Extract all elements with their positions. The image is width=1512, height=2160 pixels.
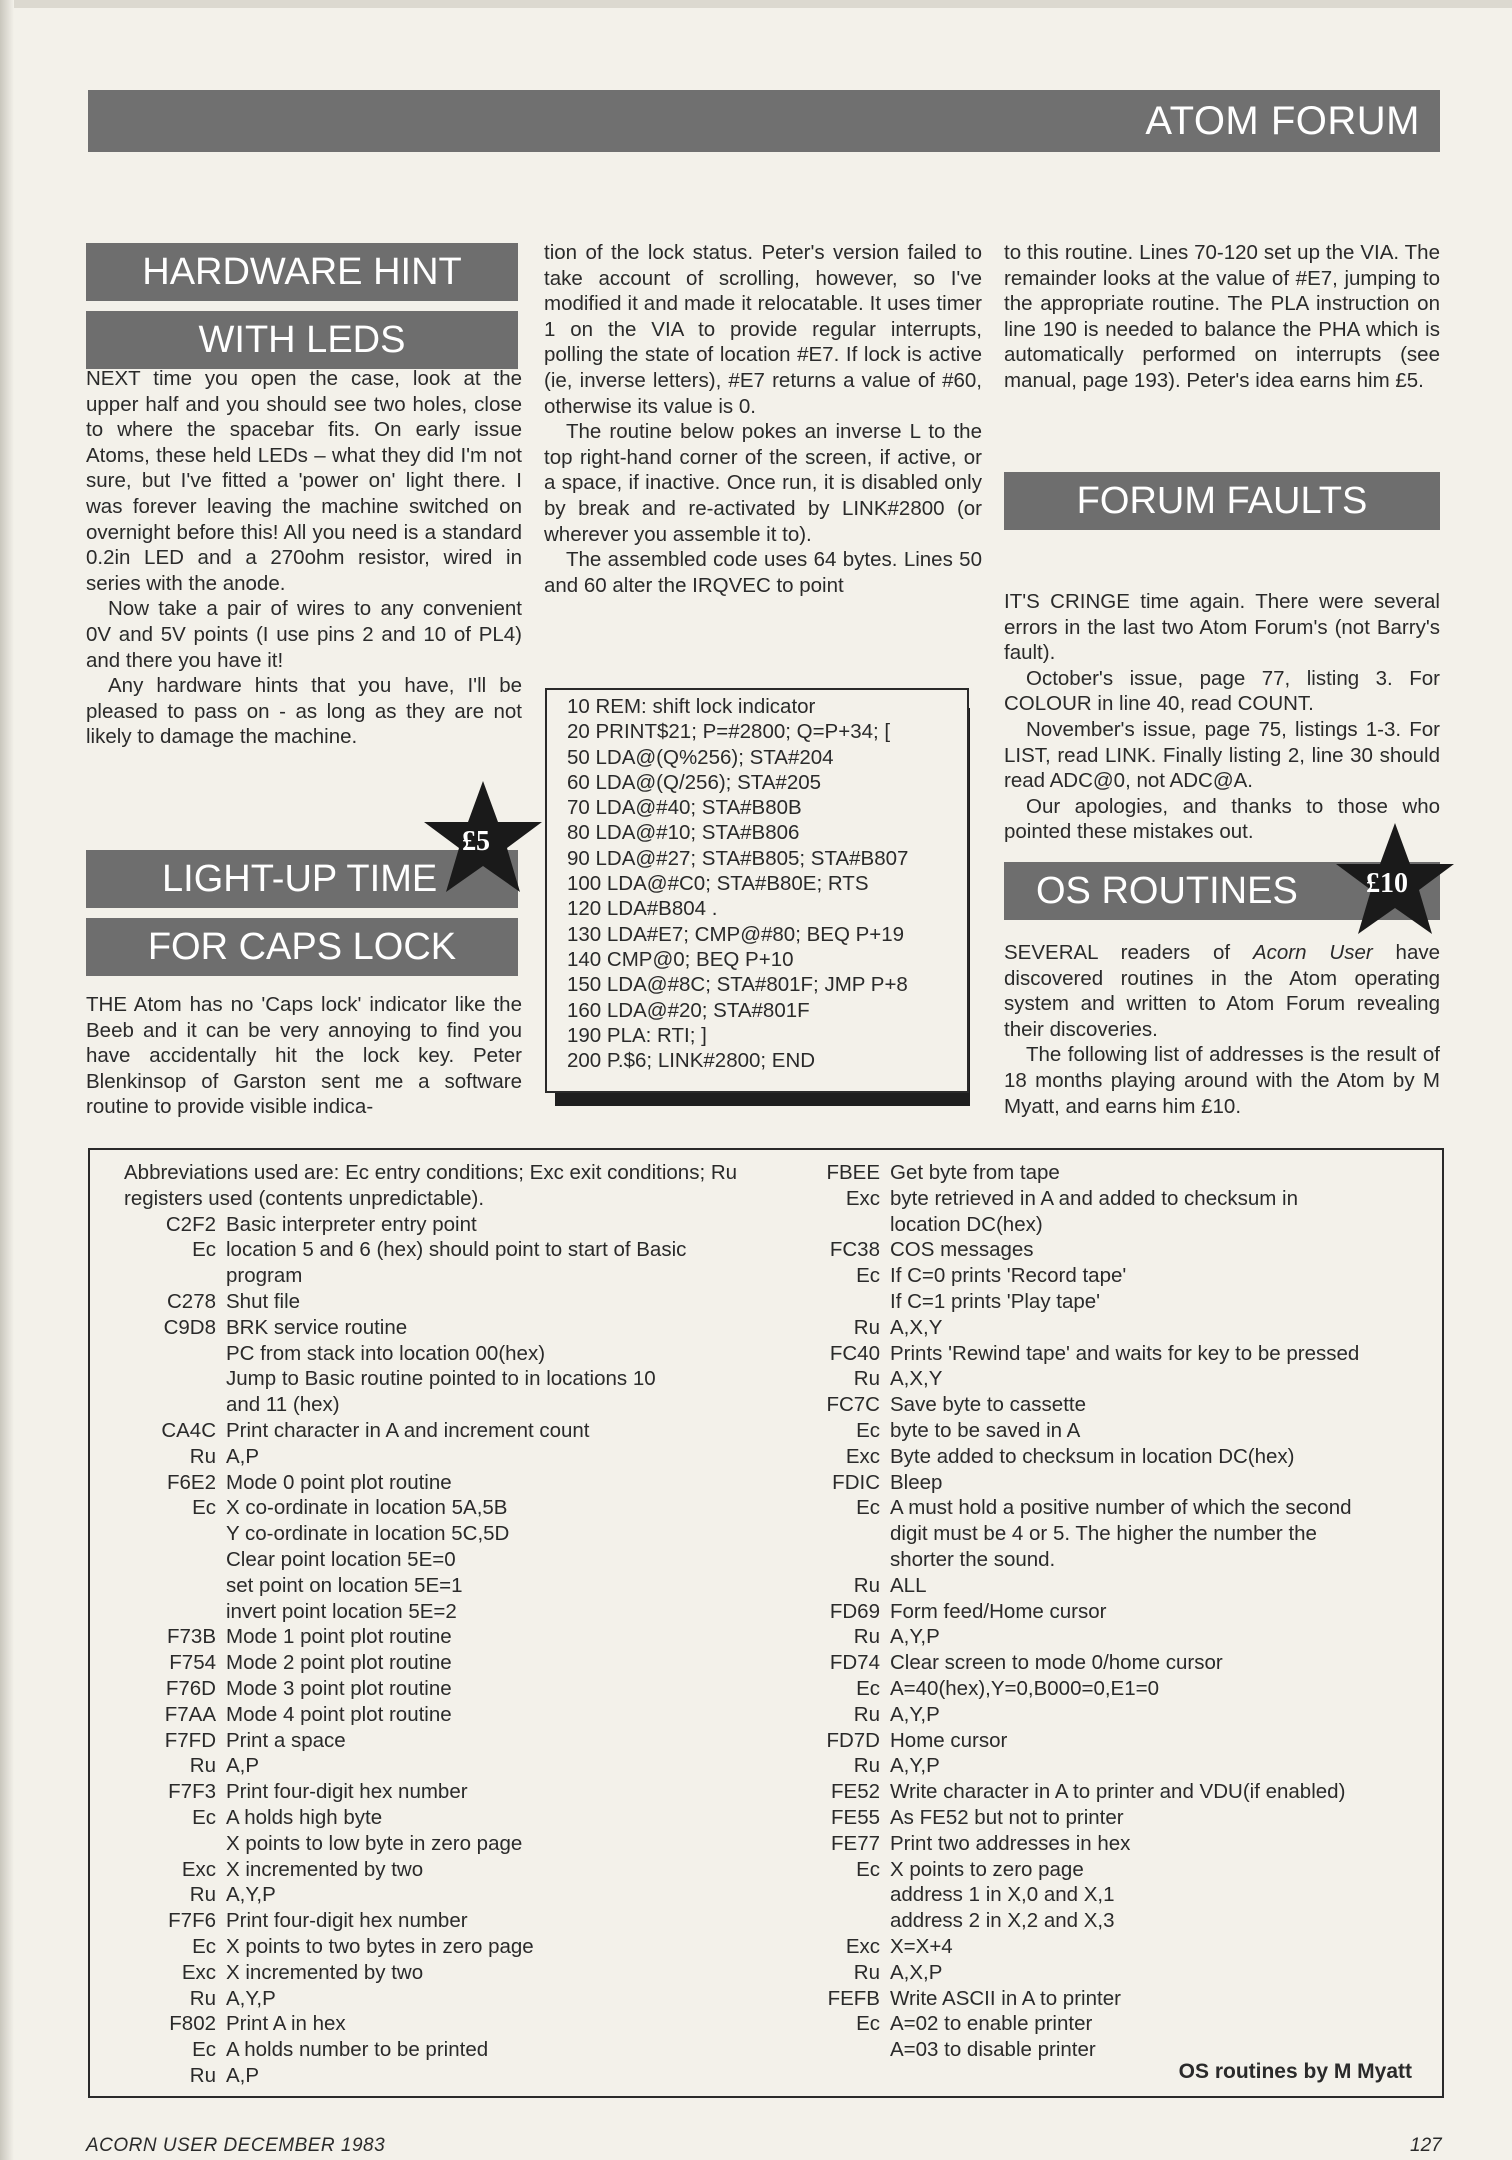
table-row bbox=[124, 1212, 824, 1238]
table-row bbox=[788, 1366, 1422, 1392]
table-row bbox=[788, 1418, 1422, 1444]
article-hardware-hint bbox=[86, 366, 522, 750]
table-row bbox=[788, 1857, 1422, 1883]
code-line: 60 LDA@(Q/256); STA#205 bbox=[567, 770, 822, 794]
routine-description: A must hold a positive number of which the second bbox=[890, 1496, 1352, 1520]
routine-description: address 1 in X,0 and X,1 bbox=[890, 1883, 1115, 1907]
table-row bbox=[124, 1573, 824, 1599]
address-code: Ec bbox=[192, 1238, 216, 1262]
address-code: Exc bbox=[845, 1444, 880, 1468]
routine-description: digit must be 4 or 5. The higher the number the bbox=[890, 1522, 1317, 1546]
prize-star-10 bbox=[1330, 818, 1460, 948]
table-row bbox=[788, 1960, 1422, 1986]
routine-description: A,Y,P bbox=[890, 1702, 940, 1726]
paragraph: The assembled code uses 64 bytes. Lines 50 and 60 alter the IRQVEC to point bbox=[544, 548, 982, 597]
address-code bbox=[124, 1392, 226, 1418]
address-code: FDIC bbox=[832, 1470, 880, 1494]
table-row bbox=[788, 1908, 1422, 1934]
routine-description: A,Y,P bbox=[890, 1625, 940, 1649]
address-code: FD69 bbox=[829, 1599, 880, 1623]
paragraph: Now take a pair of wires to any convenient 0V and 5V points (I use pins 2 and 10 of PL4) and there you have it! bbox=[86, 597, 522, 672]
table-row bbox=[124, 1418, 824, 1444]
address-code: Exc bbox=[181, 1857, 216, 1881]
heading-forum-faults: FORUM FAULTS bbox=[1004, 472, 1440, 530]
code-line: 20 PRINT$21; P=#2800; Q=P+34; [ bbox=[567, 720, 891, 744]
heading-with-leds: WITH LEDS bbox=[86, 311, 518, 369]
table-row bbox=[124, 1908, 824, 1934]
address-code: F7F3 bbox=[168, 1780, 216, 1804]
table-row bbox=[124, 1495, 824, 1521]
address-code bbox=[788, 1521, 890, 1547]
table-row bbox=[788, 1160, 1422, 1186]
address-code: F7AA bbox=[164, 1702, 216, 1726]
magazine-name: Acorn User bbox=[1252, 941, 1373, 964]
table-row bbox=[788, 1573, 1422, 1599]
article-caps-lock-end bbox=[1004, 240, 1440, 394]
routine-description: Mode 0 point plot routine bbox=[226, 1470, 452, 1494]
paragraph: The routine below pokes an inverse L to the top right-hand corner of the screen, if active, or a space, if inactive. Once run, it is disabled only by break and re-activated by LINK#2800 (or wherever you assemble it to). bbox=[544, 420, 982, 546]
address-code bbox=[788, 1289, 890, 1315]
table-row bbox=[124, 1237, 824, 1263]
routine-description: Prints 'Rewind tape' and waits for key to be pressed bbox=[890, 1341, 1360, 1365]
paragraph: November's issue, page 75, listings 1-3. For LIST, read LINK. Finally listing 2, line 30 should read ADC@0, not ADC@A. bbox=[1004, 717, 1440, 793]
routine-description: Mode 3 point plot routine bbox=[226, 1676, 452, 1700]
paragraph: Our apologies, and thanks to those who pointed these mistakes out. bbox=[1004, 794, 1440, 844]
table-row bbox=[788, 1392, 1422, 1418]
footer-publication: ACORN USER DECEMBER 1983 bbox=[86, 2135, 386, 2156]
address-code: Ru bbox=[189, 1986, 216, 2010]
routine-description: A,Y,P bbox=[226, 1986, 276, 2010]
routine-description: Mode 2 point plot routine bbox=[226, 1651, 452, 1675]
page-top-band bbox=[0, 0, 1512, 8]
article-os-routines bbox=[1004, 940, 1440, 1119]
routine-description: Jump to Basic routine pointed to in locations 10 bbox=[226, 1367, 656, 1391]
address-code bbox=[788, 1882, 890, 1908]
section-banner bbox=[88, 90, 1440, 152]
address-code: FD7D bbox=[826, 1728, 880, 1752]
address-code: F76D bbox=[165, 1676, 216, 1700]
routine-description: byte retrieved in A and added to checksum in bbox=[890, 1186, 1298, 1210]
address-code: F7FD bbox=[164, 1728, 216, 1752]
routine-description: program bbox=[226, 1264, 303, 1288]
table-row bbox=[788, 1495, 1422, 1521]
table-row bbox=[124, 1882, 824, 1908]
routine-description: Write ASCII in A to printer bbox=[890, 1986, 1121, 2010]
paragraph: IT'S CRINGE time again. There were several errors in the last two Atom Forum's (not Barry's fault). bbox=[1004, 590, 1440, 665]
table-row bbox=[788, 1676, 1422, 1702]
star-label: £5 bbox=[462, 826, 490, 857]
address-code bbox=[124, 1366, 226, 1392]
table-row bbox=[124, 1960, 824, 1986]
routine-description: Shut file bbox=[226, 1289, 301, 1313]
table-row bbox=[788, 1831, 1422, 1857]
routine-description: and 11 (hex) bbox=[226, 1393, 340, 1417]
address-code: FC40 bbox=[829, 1341, 880, 1365]
address-code: Ec bbox=[192, 1496, 216, 1520]
routine-description: A,X,Y bbox=[890, 1367, 943, 1391]
article-caps-lock-start bbox=[86, 992, 522, 1120]
table-row bbox=[124, 2037, 824, 2063]
table-row bbox=[788, 1212, 1422, 1238]
address-code: Ec bbox=[192, 1805, 216, 1829]
table-row bbox=[788, 1934, 1422, 1960]
table-row bbox=[124, 1470, 824, 1496]
table-row bbox=[124, 1857, 824, 1883]
table-row bbox=[788, 1315, 1422, 1341]
code-line: 130 LDA#E7; CMP@#80; BEQ P+19 bbox=[567, 922, 905, 946]
paragraph-part: SEVERAL readers of bbox=[1004, 941, 1253, 964]
table-row bbox=[788, 1521, 1422, 1547]
address-code: Ru bbox=[853, 1367, 880, 1391]
table-row bbox=[788, 1986, 1422, 2012]
os-routines-table bbox=[88, 1148, 1444, 2098]
address-code: Ru bbox=[853, 1702, 880, 1726]
routine-description: A,X,P bbox=[890, 1960, 943, 1984]
page-gutter-shadow bbox=[0, 0, 14, 2160]
abbreviations-intro: Abbreviations used are: Ec entry conditions; Exc exit conditions; Ru registers used (contents unpredictable). bbox=[124, 1161, 738, 1210]
address-code: Ru bbox=[853, 1315, 880, 1339]
routine-description: X incremented by two bbox=[226, 1960, 424, 1984]
table-row bbox=[124, 1702, 824, 1728]
code-line: 120 LDA#B804 . bbox=[567, 897, 718, 921]
routine-description: COS messages bbox=[890, 1238, 1034, 1262]
table-row bbox=[124, 1831, 824, 1857]
table-row bbox=[788, 1779, 1422, 1805]
table-row bbox=[124, 1779, 824, 1805]
routine-description: A,Y,P bbox=[890, 1754, 940, 1778]
address-code: Ru bbox=[853, 1960, 880, 1984]
address-code bbox=[124, 1263, 226, 1289]
table-row bbox=[124, 1624, 824, 1650]
routine-description: Mode 4 point plot routine bbox=[226, 1702, 452, 1726]
routine-description: address 2 in X,2 and X,3 bbox=[890, 1909, 1115, 1933]
routine-description: Bleep bbox=[890, 1470, 943, 1494]
address-code: Ec bbox=[856, 1676, 880, 1700]
address-code: Ec bbox=[856, 2012, 880, 2036]
address-code: Ru bbox=[189, 2063, 216, 2087]
routine-description: Get byte from tape bbox=[890, 1161, 1060, 1184]
routine-description: X incremented by two bbox=[226, 1857, 424, 1881]
routine-description: ALL bbox=[890, 1573, 927, 1597]
paragraph: tion of the lock status. Peter's version failed to take account of scrolling, however, so I've modified it and made it relocatable. It uses timer 1 on the VIA to provide regular interrupts, polling the state of location #E7. If lock is active (ie, inverse letters), #E7 returns a value of #60, otherwise its value is 0. bbox=[544, 241, 982, 418]
address-code: Ru bbox=[853, 1625, 880, 1649]
routine-description: Mode 1 point plot routine bbox=[226, 1625, 452, 1649]
address-code: F73B bbox=[167, 1625, 216, 1649]
routine-description: A,P bbox=[226, 2063, 260, 2087]
address-code: F754 bbox=[169, 1651, 216, 1675]
paragraph bbox=[1004, 940, 1440, 1042]
table-row bbox=[788, 1805, 1422, 1831]
routine-description: A=02 to enable printer bbox=[890, 2012, 1093, 2036]
left-rows bbox=[124, 1212, 824, 2089]
address-code: Ec bbox=[192, 1934, 216, 1958]
table-row bbox=[124, 1315, 824, 1341]
table-row bbox=[788, 1882, 1422, 1908]
address-code bbox=[124, 1831, 226, 1857]
routine-description: A holds high byte bbox=[226, 1805, 383, 1829]
address-code: FEFB bbox=[827, 1986, 880, 2010]
address-code bbox=[124, 1599, 226, 1625]
paragraph: The following list of addresses is the result of 18 months playing around with the Atom by M Myatt, and earns him £10. bbox=[1004, 1043, 1440, 1118]
table-row bbox=[788, 1599, 1422, 1625]
address-code: FE77 bbox=[831, 1831, 880, 1855]
banner-title: ATOM FORUM bbox=[1145, 99, 1420, 143]
table-row bbox=[788, 1444, 1422, 1470]
routine-description: Clear point location 5E=0 bbox=[226, 1547, 456, 1571]
heading-for-caps-lock: FOR CAPS LOCK bbox=[86, 918, 518, 976]
table-row bbox=[124, 1986, 824, 2012]
address-code: Ru bbox=[853, 1573, 880, 1597]
code-line: 50 LDA@(Q%256); STA#204 bbox=[567, 745, 834, 769]
routine-description: If C=1 prints 'Play tape' bbox=[890, 1289, 1101, 1313]
routine-description: Print A in hex bbox=[226, 2012, 346, 2036]
address-code: Exc bbox=[181, 1960, 216, 1984]
address-code: CA4C bbox=[161, 1418, 216, 1442]
code-line: 140 CMP@0; BEQ P+10 bbox=[567, 947, 794, 971]
address-code: C9D8 bbox=[163, 1315, 216, 1339]
address-code: F802 bbox=[169, 2012, 216, 2036]
paragraph: NEXT time you open the case, look at the upper half and you should see two holes, close to where the spacebar fits. On early issue Atoms, these held LEDs – what they did I'm not sure, but I've fitted a 'power on' light there. I was forever leaving the machine switched on overnight before this! All you need is a standard 0.2in LED and a 270ohm resistor, wired in series with the anode. bbox=[86, 367, 522, 595]
address-code: Ec bbox=[192, 2038, 216, 2062]
routine-description: BRK service routine bbox=[226, 1315, 408, 1339]
table-row bbox=[124, 1599, 824, 1625]
routine-description: Print character in A and increment count bbox=[226, 1418, 590, 1442]
routine-description: Print four-digit hex number bbox=[226, 1909, 468, 1933]
routine-description: A holds number to be printed bbox=[226, 2038, 489, 2062]
routine-description: X points to low byte in zero page bbox=[226, 1831, 523, 1855]
address-code: Ec bbox=[856, 1264, 880, 1288]
table-row bbox=[124, 1289, 824, 1315]
table-row bbox=[124, 1753, 824, 1779]
address-code: C2F2 bbox=[165, 1212, 216, 1236]
address-code: Ru bbox=[853, 1754, 880, 1778]
address-code: F7F6 bbox=[168, 1909, 216, 1933]
address-code: FE55 bbox=[831, 1805, 880, 1829]
article-forum-faults bbox=[1004, 589, 1440, 845]
table-row bbox=[788, 1341, 1422, 1367]
routine-description: A=40(hex),Y=0,B000=0,E1=0 bbox=[890, 1676, 1159, 1700]
table-row bbox=[788, 1624, 1422, 1650]
address-code: FD74 bbox=[829, 1651, 880, 1675]
table-row bbox=[124, 2011, 824, 2037]
paragraph: Any hardware hints that you have, I'll be pleased to pass on - as long as they are not likely to damage the machine. bbox=[86, 674, 522, 749]
table-row bbox=[124, 1341, 824, 1367]
routine-description: A,P bbox=[226, 1754, 260, 1778]
credit-line: OS routines by M Myatt bbox=[1178, 2060, 1412, 2083]
address-code bbox=[124, 1521, 226, 1547]
heading-os-routines: OS ROUTINES bbox=[1004, 862, 1440, 920]
address-code bbox=[788, 1908, 890, 1934]
table-row bbox=[124, 1676, 824, 1702]
routine-description: shorter the sound. bbox=[890, 1547, 1056, 1571]
table-row bbox=[788, 1728, 1422, 1754]
table-row bbox=[124, 2063, 824, 2089]
routine-description: If C=0 prints 'Record tape' bbox=[890, 1264, 1127, 1288]
routine-description: X points to two bytes in zero page bbox=[226, 1934, 534, 1958]
code-line: 10 REM: shift lock indicator bbox=[567, 695, 816, 718]
code-line: 200 P.$6; LINK#2800; END bbox=[567, 1049, 816, 1073]
routine-description: A=03 to disable printer bbox=[890, 2038, 1096, 2062]
table-row bbox=[788, 1237, 1422, 1263]
address-code bbox=[788, 1547, 890, 1573]
routine-description: set point on location 5E=1 bbox=[226, 1573, 463, 1597]
address-code: Exc bbox=[845, 1186, 880, 1210]
routine-description: Print a space bbox=[226, 1728, 346, 1752]
address-code bbox=[124, 1547, 226, 1573]
routine-description: X co-ordinate in location 5A,5B bbox=[226, 1496, 508, 1520]
routine-description: invert point location 5E=2 bbox=[226, 1599, 457, 1623]
address-code bbox=[788, 1212, 890, 1238]
routine-description: Form feed/Home cursor bbox=[890, 1599, 1107, 1623]
address-code: F6E2 bbox=[167, 1470, 216, 1494]
table-row bbox=[124, 1366, 824, 1392]
star-label: £10 bbox=[1366, 868, 1408, 899]
table-row bbox=[124, 1263, 824, 1289]
address-code: Ru bbox=[189, 1883, 216, 1907]
code-line: 70 LDA@#40; STA#B80B bbox=[567, 796, 802, 820]
routine-description: Print four-digit hex number bbox=[226, 1780, 468, 1804]
table-row bbox=[788, 1547, 1422, 1573]
heading-light-up-time: LIGHT-UP TIME bbox=[86, 850, 518, 908]
routine-description: location DC(hex) bbox=[890, 1212, 1043, 1236]
code-line: 190 PLA: RTI; ] bbox=[567, 1023, 707, 1047]
table-row bbox=[788, 1263, 1422, 1289]
routine-description: X points to zero page bbox=[890, 1857, 1084, 1881]
routine-description: Print two addresses in hex bbox=[890, 1831, 1131, 1855]
table-right-column bbox=[788, 1160, 1422, 2063]
table-row bbox=[788, 2011, 1422, 2037]
article-caps-lock-continued bbox=[544, 240, 982, 598]
table-row bbox=[788, 1470, 1422, 1496]
routine-description: Save byte to cassette bbox=[890, 1393, 1087, 1417]
table-row bbox=[124, 1392, 824, 1418]
heading-hardware-hint: HARDWARE HINT bbox=[86, 243, 518, 301]
table-left-column bbox=[124, 1160, 824, 2089]
prize-star-5 bbox=[418, 776, 548, 906]
address-code: FC7C bbox=[826, 1393, 880, 1417]
routine-description: A,P bbox=[226, 1444, 260, 1468]
routine-description: location 5 and 6 (hex) should point to start of Basic bbox=[226, 1238, 687, 1262]
routine-description: A,X,Y bbox=[890, 1315, 943, 1339]
code-line: 150 LDA@#8C; STA#801F; JMP P+8 bbox=[567, 973, 908, 997]
page-number: 127 bbox=[1410, 2135, 1442, 2156]
routine-description: Y co-ordinate in location 5C,5D bbox=[226, 1522, 510, 1546]
address-code bbox=[124, 1341, 226, 1367]
address-code: FE52 bbox=[831, 1780, 880, 1804]
address-code: FBEE bbox=[826, 1161, 880, 1184]
address-code: Ec bbox=[856, 1496, 880, 1520]
routine-description: X=X+4 bbox=[890, 1934, 953, 1958]
address-code: Exc bbox=[845, 1934, 880, 1958]
table-row bbox=[124, 1444, 824, 1470]
address-code bbox=[788, 2037, 890, 2063]
table-row bbox=[788, 1289, 1422, 1315]
table-row bbox=[124, 1728, 824, 1754]
address-code: Ec bbox=[856, 1418, 880, 1442]
table-row bbox=[124, 1650, 824, 1676]
paragraph-part: have discovered routines in the Atom operating system and written to Atom Forum revealing their discoveries. bbox=[1004, 941, 1440, 1041]
table-row bbox=[788, 1702, 1422, 1728]
routine-description: PC from stack into location 00(hex) bbox=[226, 1341, 546, 1365]
routine-description: Clear screen to mode 0/home cursor bbox=[890, 1651, 1223, 1675]
routine-description: Home cursor bbox=[890, 1728, 1008, 1752]
address-code: Ru bbox=[189, 1754, 216, 1778]
address-code: Ru bbox=[189, 1444, 216, 1468]
address-code bbox=[124, 1573, 226, 1599]
routine-description: Byte added to checksum in location DC(hex) bbox=[890, 1444, 1295, 1468]
right-rows bbox=[788, 1160, 1422, 2063]
table-row bbox=[788, 1650, 1422, 1676]
table-row bbox=[124, 1934, 824, 1960]
routine-description: A,Y,P bbox=[226, 1883, 276, 1907]
code-line: 100 LDA@#C0; STA#B80E; RTS bbox=[567, 872, 869, 896]
code-line: 160 LDA@#20; STA#801F bbox=[567, 998, 810, 1022]
address-code: FC38 bbox=[829, 1238, 880, 1262]
address-code: Ec bbox=[856, 1857, 880, 1881]
routine-description: Basic interpreter entry point bbox=[226, 1212, 477, 1236]
paragraph: to this routine. Lines 70-120 set up the VIA. The remainder looks at the value of #E7, jumping to the appropriate routine. The PLA instruction on line 190 is needed to balance the PHA which is automatically performed on interrupts (see manual, page 193). Peter's idea earns him £5. bbox=[1004, 241, 1440, 392]
routine-description: Write character in A to printer and VDU(if enabled) bbox=[890, 1780, 1346, 1804]
table-row bbox=[124, 1521, 824, 1547]
address-code: C278 bbox=[166, 1289, 216, 1313]
table-row bbox=[124, 1805, 824, 1831]
table-row bbox=[124, 1547, 824, 1573]
code-listing bbox=[545, 688, 969, 1093]
paragraph: THE Atom has no 'Caps lock' indicator like the Beeb and it can be very annoying to find you have accidentally hit the lock key. Peter Blenkinsop of Garston sent me a software routine to provide visible indica- bbox=[86, 993, 522, 1119]
table-row bbox=[788, 1186, 1422, 1212]
code-line: 90 LDA@#27; STA#B805; STA#B807 bbox=[567, 846, 909, 870]
routine-description: As FE52 but not to printer bbox=[890, 1805, 1124, 1829]
table-row bbox=[788, 1753, 1422, 1779]
routine-description: byte to be saved in A bbox=[890, 1418, 1081, 1442]
code-line: 80 LDA@#10; STA#B806 bbox=[567, 821, 800, 845]
paragraph: October's issue, page 77, listing 3. For COLOUR in line 40, read COUNT. bbox=[1004, 666, 1440, 716]
